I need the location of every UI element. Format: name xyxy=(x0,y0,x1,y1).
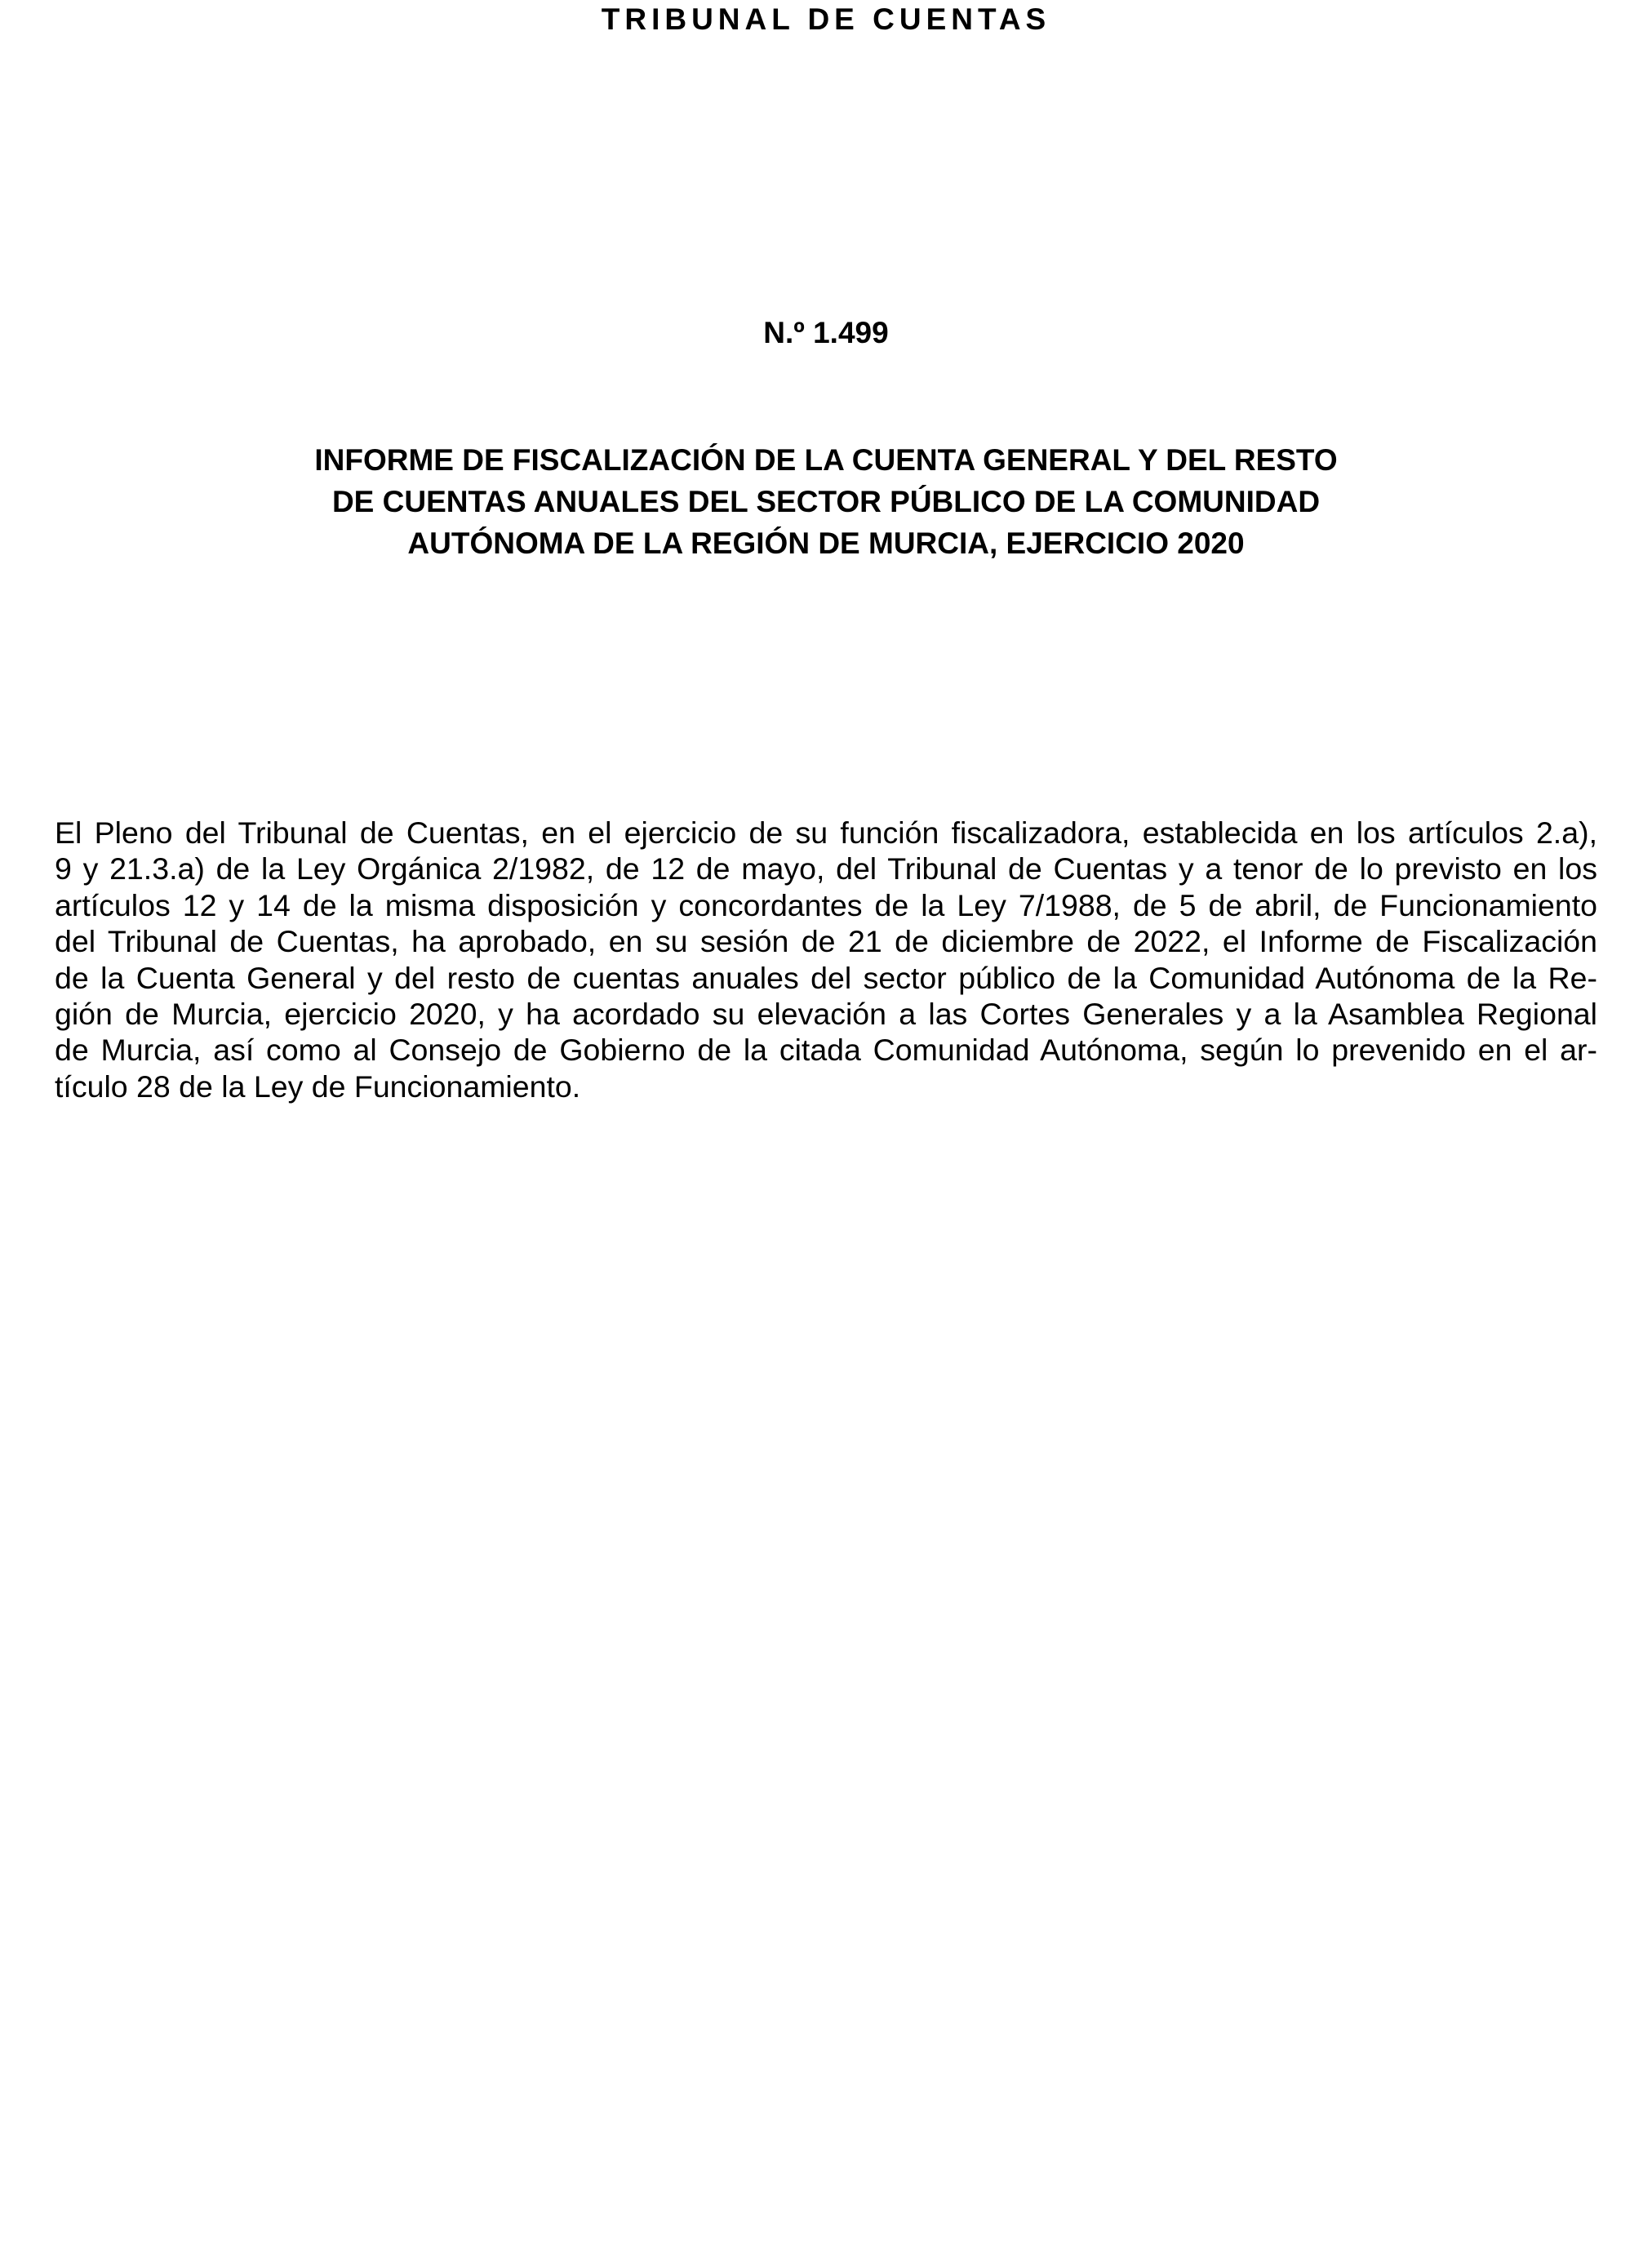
paragraph-line: artículos 12 y 14 de la misma disposición y concordantes de la Ley 7/1988, de 5 de abril, de Funcionamiento xyxy=(55,887,1597,922)
approval-paragraph xyxy=(55,815,1597,1104)
report-title-line: DE CUENTAS ANUALES DEL SECTOR PÚBLICO DE LA COMUNIDAD xyxy=(331,485,1321,518)
institution-title: TRIBUNAL DE CUENTAS xyxy=(601,2,1051,36)
paragraph-line: tículo 28 de la Ley de Funcionamiento. xyxy=(55,1069,581,1104)
report-title xyxy=(245,439,1407,564)
paragraph-line: 9 y 21.3.a) de la Ley Orgánica 2/1982, de 12 de mayo, del Tribunal de Cuentas y a tenor de lo previsto en los xyxy=(55,851,1597,886)
paragraph-line: gión de Murcia, ejercicio 2020, y ha acordado su elevación a las Cortes Generales y a la Asamblea Regional xyxy=(55,997,1597,1032)
report-number: N.º 1.499 xyxy=(763,316,889,349)
report-title-line: AUTÓNOMA DE LA REGIÓN DE MURCIA, EJERCICIO 2020 xyxy=(407,527,1245,560)
paragraph-line: de la Cuenta General y del resto de cuentas anuales del sector público de la Comunidad Autónoma de la Re- xyxy=(55,960,1597,995)
paragraph-line: del Tribunal de Cuentas, ha aprobado, en su sesión de 21 de diciembre de 2022, el Informe de Fiscalización xyxy=(55,924,1597,959)
report-title-line: INFORME DE FISCALIZACIÓN DE LA CUENTA GENERAL Y DEL RESTO xyxy=(314,443,1338,477)
paragraph-line: El Pleno del Tribunal de Cuentas, en el ejercicio de su función fiscalizadora, establecida en los artículos 2.a), xyxy=(55,815,1597,850)
paragraph-line: de Murcia, así como al Consejo de Gobierno de la citada Comunidad Autónoma, según lo prevenido en el ar- xyxy=(55,1033,1597,1068)
